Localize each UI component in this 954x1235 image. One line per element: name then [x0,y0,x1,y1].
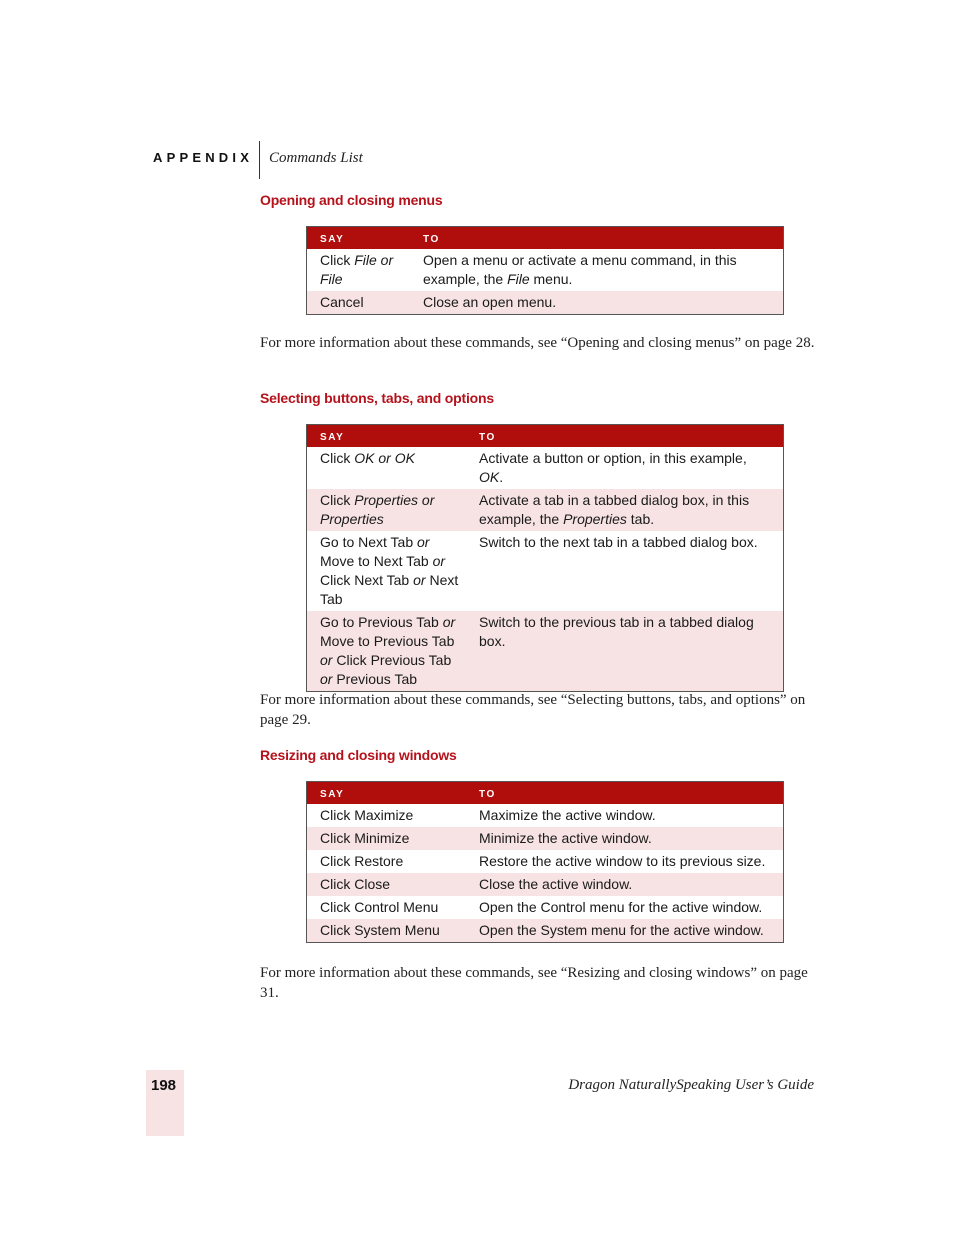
say-text: Previous Tab [332,671,418,687]
to-cell [479,898,783,917]
say-text: or [417,534,430,550]
say-cell [307,293,423,312]
to-cell [423,293,783,312]
table-row [307,611,783,691]
say-text: or [432,553,446,569]
commands-table-menus [306,226,784,315]
to-text: tab. [626,511,655,527]
table-row [307,531,783,611]
to-text: Switch to the previous tab in a tabbed dialog box. [479,614,754,649]
to-text: Properties [563,511,627,527]
to-text: Close the active window. [479,876,633,892]
column-header-say: SAY [320,234,345,245]
say-text: Go to Next Tab [320,534,418,550]
to-text: menu. [529,271,573,287]
say-cell [307,491,479,529]
to-cell [479,852,783,871]
say-text: Click [320,450,355,466]
page-number: 198 [151,1077,177,1094]
table-header [307,227,783,249]
say-text: Cancel [320,294,364,310]
say-text: Click [320,252,355,268]
table-row [307,291,783,314]
say-cell [307,875,479,894]
say-text: Click Control Menu [320,899,439,915]
say-text: Click [320,492,355,508]
table-row [307,804,783,827]
table-row [307,447,783,489]
say-text: OK or OK [354,450,415,466]
table-row [307,249,783,291]
to-text: Open a menu or activate a menu command, in this example, the [423,252,737,287]
section-heading-menus: Opening and closing menus [260,192,443,208]
column-header-to: TO [479,789,496,800]
say-cell [307,852,479,871]
commands-table-buttons [306,424,784,692]
table-row [307,873,783,896]
to-text: Restore the active window to its previous size. [479,853,766,869]
to-cell [479,875,783,894]
say-cell [307,533,479,609]
section-heading-buttons: Selecting buttons, tabs, and options [260,390,494,406]
to-cell [423,251,783,289]
say-cell [307,898,479,917]
to-text: Activate a tab in a tabbed dialog box, in this example, the [479,492,750,527]
to-text: File [507,271,530,287]
header-divider [259,141,260,179]
say-cell [307,806,479,825]
say-cell [307,921,479,940]
to-text: Minimize the active window. [479,830,652,846]
header-label: APPENDIX [153,150,254,165]
say-text: or [320,671,333,687]
say-text: Next Tab [320,572,459,607]
to-text: OK [479,469,500,485]
say-text: or [442,614,456,630]
to-text: Maximize the active window. [479,807,656,823]
say-text: File or File [320,252,394,287]
to-text: . [499,469,504,485]
table-row [307,850,783,873]
say-cell [307,829,479,848]
say-text: Click Restore [320,853,404,869]
footer-title: Dragon NaturallySpeaking User’s Guide [568,1077,814,1093]
to-cell [479,613,783,689]
say-text: Click Maximize [320,807,414,823]
to-text: Activate a button or option, in this example, [479,450,747,466]
to-text: Open the System menu for the active window. [479,922,764,938]
say-text: Move to Previous Tab [320,633,455,649]
column-header-say: SAY [320,432,345,443]
to-text: Close an open menu. [423,294,557,310]
say-text: or [320,652,333,668]
to-cell [479,806,783,825]
to-text: Open the Control menu for the active window. [479,899,763,915]
say-text: Click Close [320,876,391,892]
table-header [307,425,783,447]
table-row [307,489,783,531]
say-cell [307,613,479,689]
table-row [307,827,783,850]
say-text: Move to Next Tab [320,553,433,569]
to-cell [479,829,783,848]
say-text: Go to Previous Tab [320,614,443,630]
section-note-buttons: For more information about these commands, see “Selecting buttons, tabs, and options” on page 29. [260,692,806,728]
column-header-say: SAY [320,789,345,800]
say-text: or [413,572,426,588]
say-cell [307,449,479,487]
to-cell [479,921,783,940]
table-header [307,782,783,804]
say-cell [307,251,423,289]
table-row [307,919,783,942]
to-cell [479,449,783,487]
table-row [307,896,783,919]
say-text: Click Previous Tab [332,652,452,668]
section-note-windows: For more information about these commands, see “Resizing and closing windows” on page 31. [260,965,808,1001]
column-header-to: TO [423,234,440,245]
say-text: Click System Menu [320,922,440,938]
say-text: Properties or Properties [320,492,435,527]
to-text: Switch to the next tab in a tabbed dialog box. [479,534,758,550]
column-header-to: TO [479,432,496,443]
to-cell [479,491,783,529]
commands-table-windows [306,781,784,943]
to-cell [479,533,783,609]
say-text: Click Next Tab [320,572,414,588]
section-note-menus: For more information about these commands, see “Opening and closing menus” on page 28. [260,335,815,351]
say-text: Click Minimize [320,830,410,846]
header-section: Commands List [269,150,363,166]
section-heading-windows: Resizing and closing windows [260,747,457,763]
